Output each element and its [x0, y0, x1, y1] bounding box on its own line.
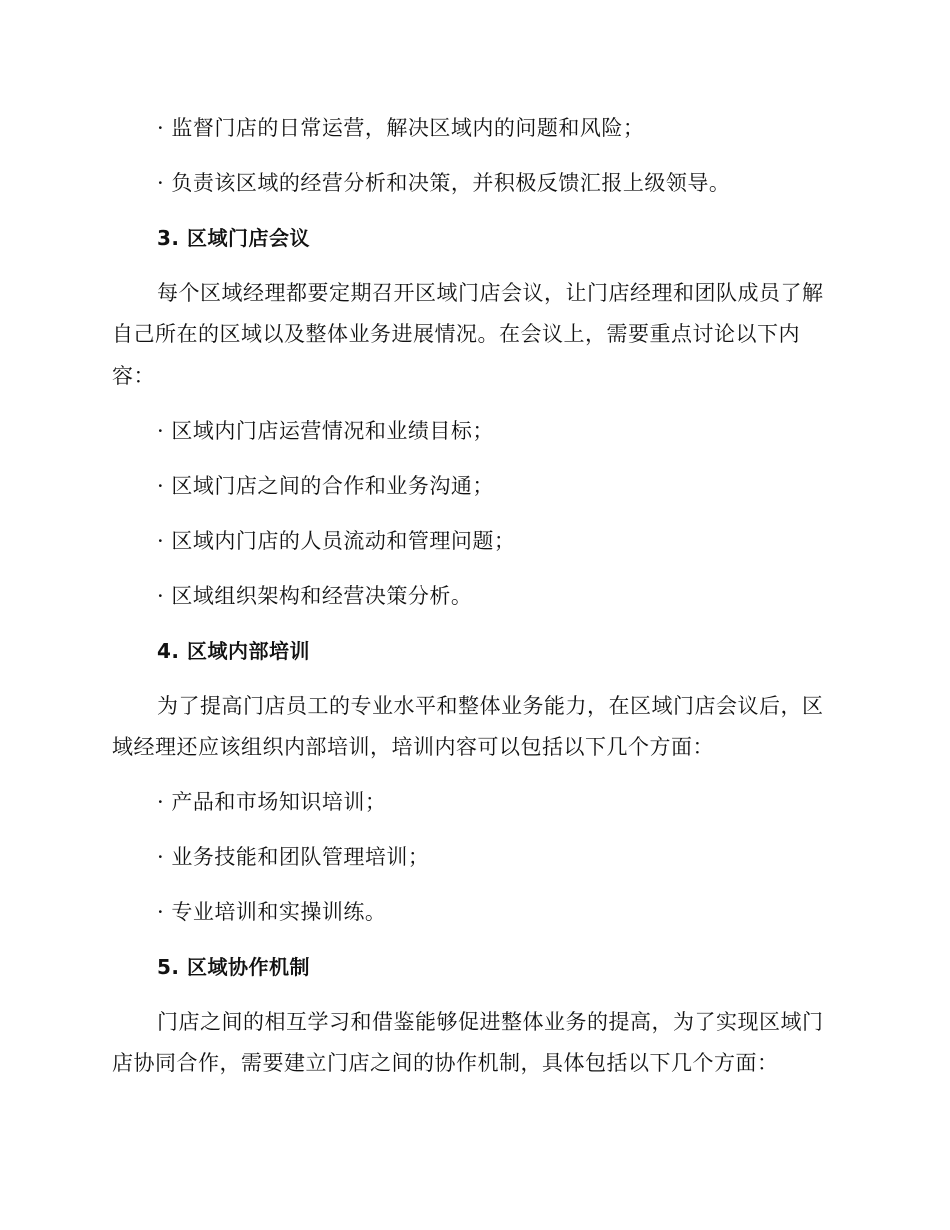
paragraph-line: 自己所在的区域以及整体业务进展情况。在会议上，需要重点讨论以下内: [112, 322, 800, 346]
bullet-item: · 区域门店之间的合作和业务沟通；: [157, 474, 494, 498]
bullet-item: · 产品和市场知识培训；: [157, 790, 387, 814]
paragraph-line: 域经理还应该组织内部培训，培训内容可以包括以下几个方面：: [112, 735, 714, 759]
section-heading: 4. 区域内部培训: [157, 639, 310, 663]
paragraph-line: 容：: [112, 364, 155, 388]
bullet-item: · 区域内门店的人员流动和管理问题；: [157, 529, 516, 553]
bullet-item: · 区域组织架构和经营决策分析。: [157, 584, 473, 608]
paragraph-line: 为了提高门店员工的专业水平和整体业务能力，在区域门店会议后，区: [157, 694, 824, 718]
bullet-item: · 负责该区域的经营分析和决策，并积极反馈汇报上级领导。: [157, 171, 731, 195]
paragraph-line: 门店之间的相互学习和借鉴能够促进整体业务的提高，为了实现区域门: [157, 1010, 824, 1034]
paragraph-line: 每个区域经理都要定期召开区域门店会议，让门店经理和团队成员了解: [157, 281, 824, 305]
paragraph-line: 店协同合作，需要建立门店之间的协作机制，具体包括以下几个方面：: [112, 1051, 779, 1075]
bullet-item: · 区域内门店运营情况和业绩目标；: [157, 419, 494, 443]
bullet-item: · 监督门店的日常运营，解决区域内的问题和风险；: [157, 116, 645, 140]
section-heading: 5. 区域协作机制: [157, 955, 310, 979]
section-heading: 3. 区域门店会议: [157, 226, 310, 250]
bullet-item: · 专业培训和实操训练。: [157, 900, 387, 924]
bullet-item: · 业务技能和团队管理培训；: [157, 845, 430, 869]
